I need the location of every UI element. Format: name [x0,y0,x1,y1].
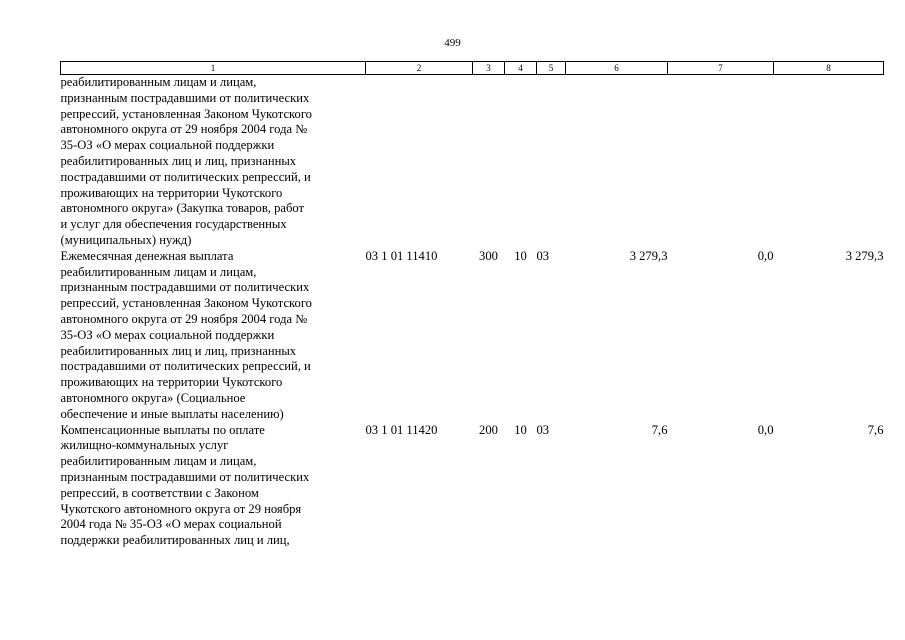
description-line: поддержки реабилитированных лиц и лиц, [60,533,290,548]
section-code: 10 [514,422,527,437]
column-header-6: 6 [566,62,668,75]
description-line: признанным пострадавшими от политических [60,280,310,295]
description-line: репрессий, установленная Законом Чукотского [60,106,312,121]
description-line: Чукотского автономного округа от 29 ноября [60,501,302,516]
column-header-1: 1 [61,62,366,75]
row-description [61,423,366,549]
description-line: жилищно-коммунальных услуг [60,438,229,453]
description-line: репрессий, в соответствии с Законом [60,485,259,500]
description-line: 2004 года № 35-ОЗ «О мерах социальной [60,517,282,532]
description-line: репрессий, установленная Законом Чукотского [60,296,312,311]
description-line: Компенсационные выплаты по оплате [60,422,265,437]
expense-type-code: 300 [479,248,498,263]
page-number: 499 [444,37,461,49]
section-code [505,75,537,249]
subsection-code [537,75,566,249]
amount-column-6: 7,6 [651,422,668,437]
subsection-code: 03 [536,248,550,263]
row-description [61,75,366,249]
column-header-3: 3 [473,62,505,75]
amount-column-7 [668,75,774,249]
description-line: Ежемесячная денежная выплата [60,248,234,263]
expense-type-code [473,75,505,249]
column-header-4: 4 [505,62,537,75]
table-header [61,62,884,75]
table-body [61,75,884,549]
amount-column-8: 3 279,3 [845,248,884,263]
description-line: автономного округа» (Закупка товаров, работ [60,201,305,216]
description-line: реабилитированных лиц и лиц, признанных [60,343,297,358]
table-row [61,423,884,549]
description-line: проживающих на территории Чукотского [60,185,283,200]
description-line: 35-ОЗ «О мерах социальной поддержки [60,327,275,342]
amount-column-7: 0,0 [757,422,774,437]
description-line: автономного округа от 29 ноября 2004 года № [60,311,308,326]
description-line: и услуг для обеспечения государственных [60,217,287,232]
expense-type-code: 200 [479,422,498,437]
description-line: реабилитированным лицам и лицам, [60,454,257,469]
amount-column-8: 7,6 [867,422,884,437]
amount-column-8 [774,75,884,249]
description-line: автономного округа» (Социальное [60,390,246,405]
section-code: 10 [514,248,527,263]
table-row [61,75,884,249]
description-line: обеспечение и иные выплаты населению) [60,406,284,421]
description-line: пострадавшими от политических репрессий, и [60,169,311,184]
column-number-row [61,62,884,75]
description-line: пострадавшими от политических репрессий, и [60,359,311,374]
budget-classification-code [366,75,473,249]
description-line: признанным пострадавшими от политических [60,90,310,105]
description-line: реабилитированным лицам и лицам, [60,264,257,279]
column-header-2: 2 [366,62,473,75]
description-line: (муниципальных) нужд) [60,232,192,247]
column-header-5: 5 [537,62,566,75]
row-description [61,249,366,423]
budget-classification-code: 03 1 01 11410 [365,248,438,263]
column-header-8: 8 [774,62,884,75]
description-line: проживающих на территории Чукотского [60,375,283,390]
amount-column-6 [566,75,668,249]
budget-classification-code: 03 1 01 11420 [365,422,438,437]
description-line: 35-ОЗ «О мерах социальной поддержки [60,138,275,153]
amount-column-7: 0,0 [757,248,774,263]
subsection-code: 03 [536,422,550,437]
budget-table [60,61,884,549]
description-line: реабилитированных лиц и лиц, признанных [60,153,297,168]
column-header-7: 7 [668,62,774,75]
description-line: автономного округа от 29 ноября 2004 года № [60,122,308,137]
description-line: реабилитированным лицам и лицам, [60,75,257,89]
amount-column-6: 3 279,3 [629,248,668,263]
description-line: признанным пострадавшими от политических [60,469,310,484]
table-row [61,249,884,423]
